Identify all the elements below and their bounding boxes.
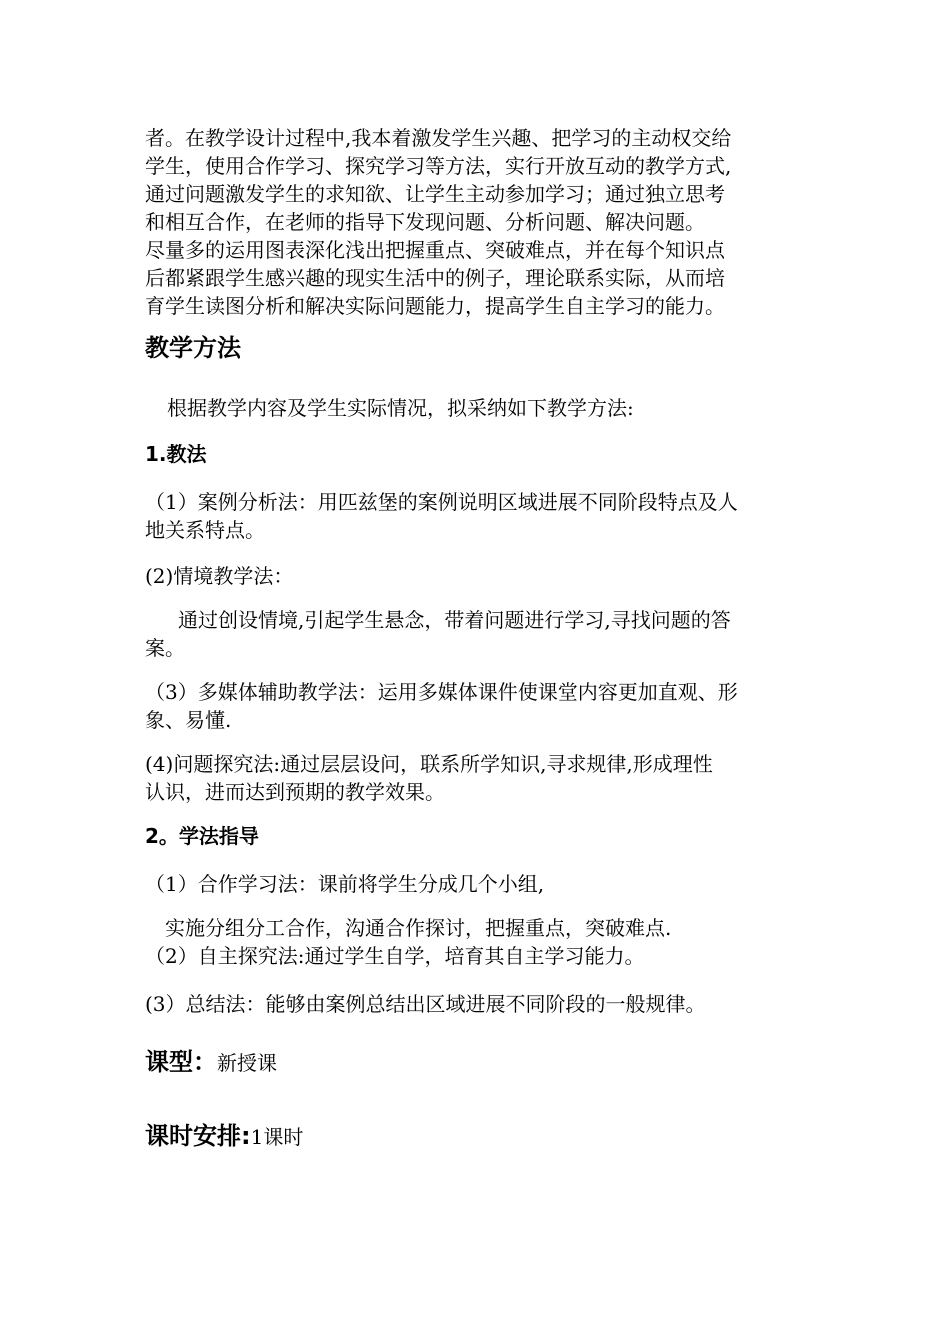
self-inquiry-item: （2）自主探究法:通过学生自学，培育其自主学习能力。 [145,944,645,968]
intro-line: 尽量多的运用图表深化浅出把握重点、突破难点，并在每个知识点 [145,238,725,262]
situation-method-desc [145,606,810,662]
intro-line: 育学生读图分析和解决实际问题能力，提高学生自主学习的能力。 [145,294,725,318]
intro-line: 学生，使用合作学习、探究学习等方法，实行开放互动的教学方式, [145,154,732,178]
item-line: 通过创设情境,引起学生悬念，带着问题进行学习,寻找问题的答 [178,608,731,632]
item-line: 案。 [145,636,185,660]
item-line: （3）多媒体辅助教学法：运用多媒体课件使课堂内容更加直观、形 [145,680,738,704]
cooperative-learning-cont: 实施分组分工合作，沟通合作探讨，把握重点，突破难点. [165,916,672,940]
intro-line: 通过问题激发学生的求知欲、让学生主动参加学习；通过独立思考 [145,182,725,206]
item-line: (4)问题探究法:通过层层设问，联系所学知识,寻求规律,形成理性 [145,752,713,776]
multimedia-method-item [145,678,810,734]
item-line: （1）案例分析法：用匹兹堡的案例说明区域进展不同阶段特点及人 [145,490,738,514]
case-analysis-item [145,488,810,544]
schedule-label: 课时安排: [145,1122,251,1150]
intro-line: 者。在教学设计过程中,我本着激发学生兴趣、把学习的主动权交给 [145,126,732,150]
methods-lead: 根据教学内容及学生实际情况，拟采纳如下教学方法: [167,396,634,420]
intro-paragraph [145,124,810,320]
lesson-schedule [145,1120,303,1153]
lesson-type [145,1046,277,1079]
intro-line: 后都紧跟学生感兴趣的现实生活中的例子，理论联系实际，从而培 [145,266,725,290]
lesson-type-value: 新授课 [217,1051,277,1075]
intro-line: 和相互合作，在老师的指导下发现问题、分析问题、解决问题。 [145,210,705,234]
item-line: 认识，进而达到预期的教学效果。 [145,780,445,804]
cooperative-learning-item: （1）合作学习法：课前将学生分成几个小组, [145,872,545,896]
problem-inquiry-item [145,750,810,806]
summary-method-item: (3）总结法：能够由案例总结出区域进展不同阶段的一般规律。 [145,992,706,1016]
item-line: 象、易懂. [145,708,232,732]
learning-guidance-heading: 2。学法指导 [145,824,259,848]
teaching-method-heading: 1.教法 [145,442,207,466]
situation-method-title: (2)情境教学法： [145,564,294,588]
lesson-type-label: 课型： [145,1048,217,1076]
teaching-methods-heading: 教学方法 [145,334,241,362]
item-line: 地关系特点。 [145,518,265,542]
schedule-value: 1课时 [250,1125,304,1149]
